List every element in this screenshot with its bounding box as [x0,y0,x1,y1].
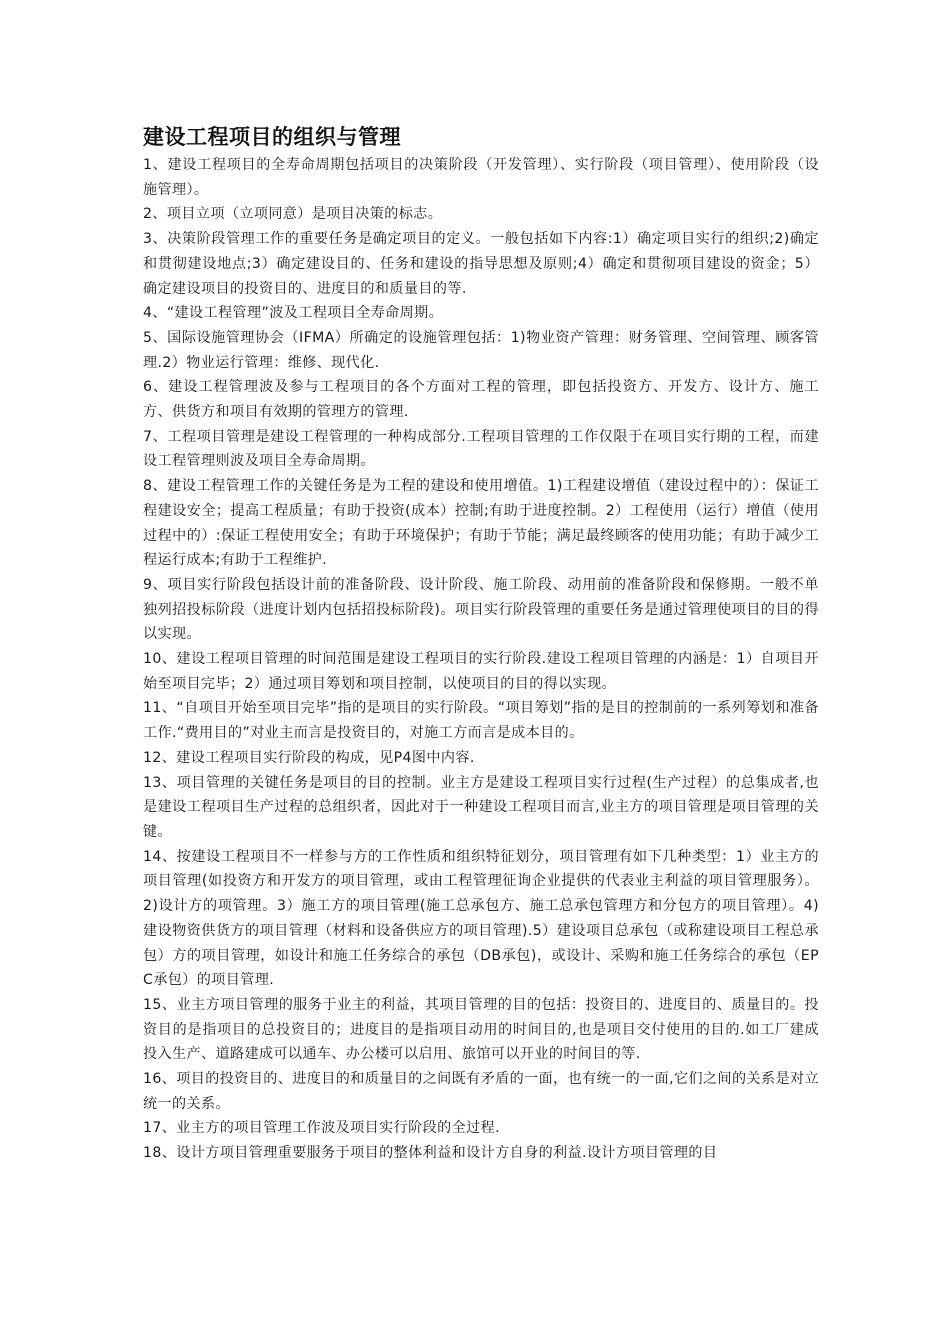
document-title: 建设工程项目的组织与管理 [143,125,401,149]
paragraph: 2、项目立项（立项同意）是项目决策的标志。 [143,206,443,223]
paragraph: 14、按建设工程项目不一样参与方的工作性质和组织特征划分，项目管理有如下几种类型：1）业主方的项目管理(如投资方和开发方的项目管理，或由工程管理征询企业提供的代表业主利益的项目管理服务）。2)设计方的项管理。3）施工方的项目管理(施工总承包方、施工总承包管理方和分包方的项目管理）。4)建设物资供货方的项目管理（材料和设备供应方的项目管理).5）建设项目总承包（或称建设项目工程总承包）方的项目管理，如设计和施工任务综合的承包（DB承包)，或设计、采购和施工任务综合的承包（EPC承包）的项目管理. [143,848,819,989]
paragraph: 18、设计方项目管理重要服务于项目的整体利益和设计方自身的利益.设计方项目管理的目 [143,1145,718,1162]
paragraph: 12、建设工程项目实行阶段的构成，见P4图中内容. [143,749,475,766]
paragraph: 10、建设工程项目管理的时间范围是建设工程项目的实行阶段.建设工程项目管理的内涵是：1）自项目开始至项目完毕；2）通过项目筹划和项目控制，以使项目的目的得以实现。 [143,651,819,692]
paragraph: 17、业主方的项目管理工作波及项目实行阶段的全过程. [143,1120,500,1137]
paragraph: 11、“自项目开始至项目完毕”指的是项目的实行阶段。“项目筹划”指的是目的控制前的一系列筹划和准备工作.“费用目的”对业主而言是投资目的，对施工方而言是成本目的。 [143,700,819,742]
paragraph: 15、业主方项目管理的服务于业主的利益，其项目管理的目的包括：投资目的、进度目的、质量目的。投资目的是指项目的总投资目的；进度目的是指项目动用的时间目的,也是项目交付使用的目的.如工厂建成投入生产、道路建成可以通车、办公楼可以启用、旅馆可以开业的时间目的等. [143,996,819,1063]
paragraph: 1、建设工程项目的全寿命周期包括项目的决策阶段（开发管理）、实行阶段（项目管理）、使用阶段（设施管理）。 [143,157,819,198]
paragraph: 16、项目的投资目的、进度目的和质量目的之间既有矛盾的一面，也有统一的一面,它们之间的关系是对立统一的关系。 [143,1071,819,1112]
paragraph: 13、项目管理的关键任务是项目的目的控制。业主方是建设工程项目实行过程(生产过程）的总集成者,也是建设工程项目生产过程的总组织者，因此对于一种建设工程项目而言,业主方的项目管理是项目管理的关键。 [143,774,819,840]
paragraph: 7、工程项目管理是建设工程管理的一种构成部分.工程项目管理的工作仅限于在项目实行期的工程，而建设工程管理则波及项目全寿命周期。 [143,428,819,470]
paragraph: 3、决策阶段管理工作的重要任务是确定项目的定义。一般包括如下内容:1）确定项目实行的组织;2)确定和贯彻建设地点;3）确定建设目的、任务和建设的指导思想及原则;4）确定和贯彻项目建设的资金；5）确定建设项目的投资目的、进度目的和质量目的等. [143,231,819,297]
paragraph: 9、项目实行阶段包括设计前的准备阶段、设计阶段、施工阶段、动用前的准备阶段和保修期。一般不单独列招投标阶段（进度计划内包括招投标阶段)。项目实行阶段管理的重要任务是通过管理使项目的目的得以实现。 [143,576,819,643]
paragraph: 5、国际设施管理协会（IFMA）所确定的设施管理包括：1)物业资产管理：财务管理、空间管理、顾客管理.2）物业运行管理：维修、现代化. [143,329,819,371]
document-content [143,121,819,1166]
paragraph: 4、“建设工程管理”波及工程项目全寿命周期。 [143,305,444,322]
paragraph: 8、建设工程管理工作的关键任务是为工程的建设和使用增值。1)工程建设增值（建设过程中的）：保证工程建设安全；提高工程质量；有助于投资(成本）控制;有助于进度控制。2）工程使用（运行）增值（使用过程中的）:保证工程使用安全；有助于环境保护；有助于节能；满足最终顾客的使用功能；有助于减少工程运行成本;有助于工程维护. [143,478,819,569]
paragraph: 6、建设工程管理波及参与工程项目的各个方面对工程的管理，即包括投资方、开发方、设计方、施工方、供货方和项目有效期的管理方的管理. [143,379,819,421]
